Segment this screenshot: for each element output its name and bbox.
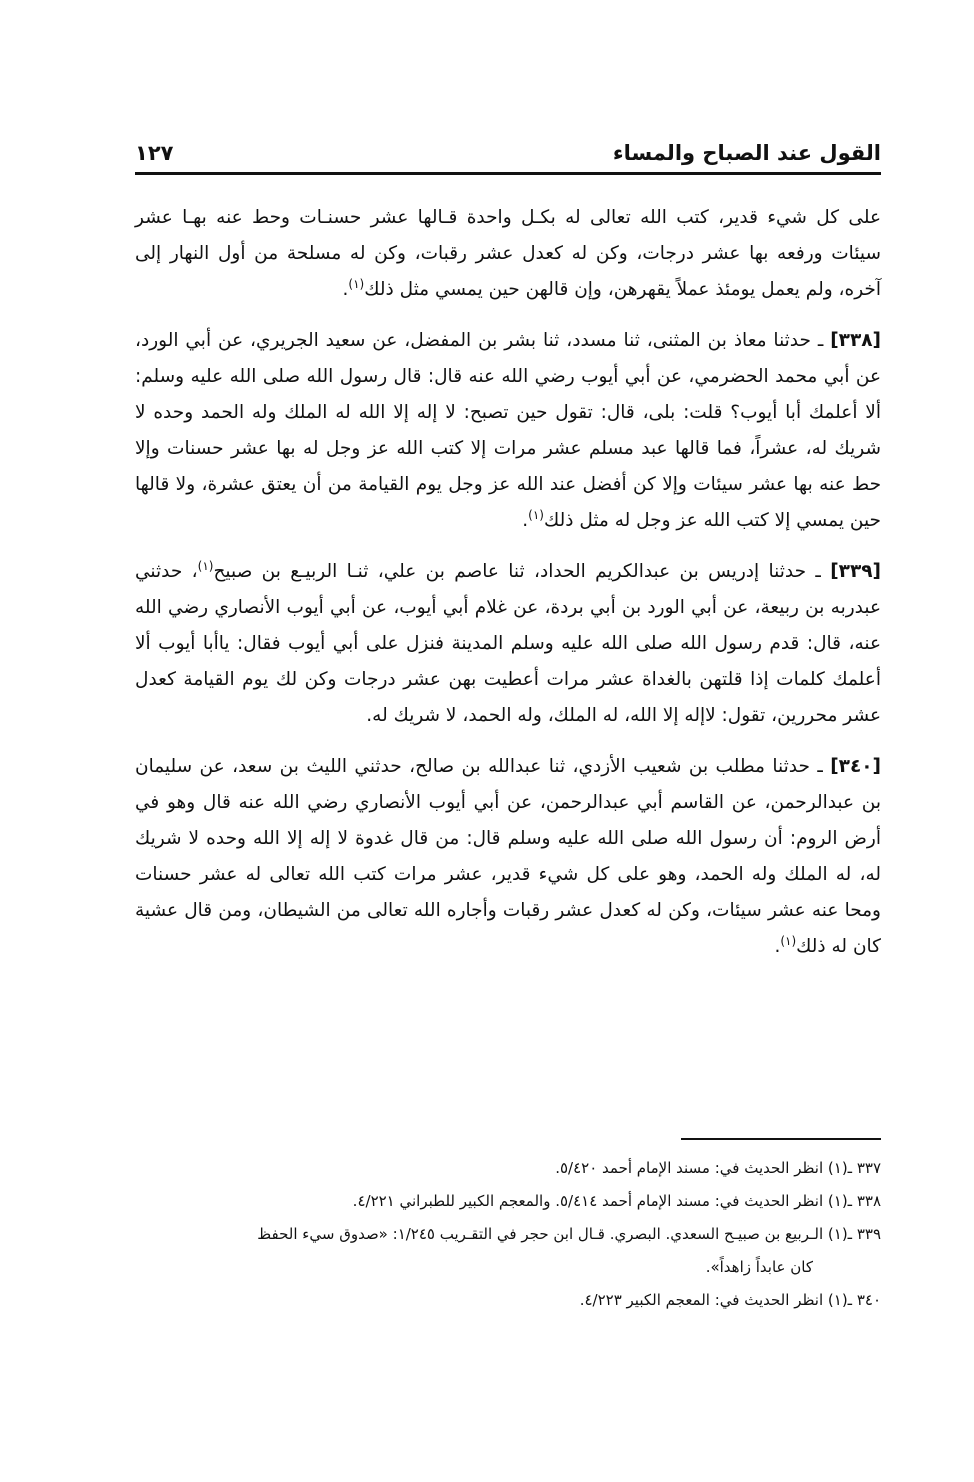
page-number: ١٢٧	[135, 141, 174, 165]
hadith-339	[135, 554, 881, 734]
footnote-339-continuation: كان عابداً زاهداً».	[705, 1258, 813, 1276]
footnote-339: ٣٣٩ ـ(١) الـربيع بن صبيـح السعدي. البصري. قـال ابن حجر في التقـريب ١/٢٤٥: «صدوق سيء الحفظ	[257, 1225, 881, 1243]
paragraph-ending: .	[342, 279, 349, 300]
hadith-338	[135, 323, 881, 539]
hadith-number: [٣٣٨]	[830, 330, 881, 351]
hadith-340	[135, 749, 881, 965]
footnote-reference: (١)	[348, 276, 365, 291]
hadith-number: [٣٤٠]	[830, 756, 881, 777]
footnote-337: ٣٣٧ ـ(١) انظر الحديث في: مسند الإمام أحمد ٥/٤٢٠.	[555, 1159, 881, 1177]
paragraph-text: على كل شيء قدير، كتب الله تعالى له بكـل واحدة قـالها عشر حسنـات وحط عنه بهـا عشر سيئات ورفعه بها عشر درجات، وكن له كعدل عشر رقبات، وكن له مسلحة من أول النهار إلى آخره، ولم يعمل يومئذ عملاً يقهرهن، وإن قالهن حين يمسي مثل ذلك	[135, 207, 881, 300]
chapter-title: القول عند الصباح والمساء	[612, 141, 881, 165]
footnotes	[135, 1152, 881, 1317]
footnote-reference: (١)	[528, 507, 544, 522]
main-text	[135, 200, 881, 980]
paragraph-text: ـ حدثنا مطلب بن شعيب الأزدي، ثنا عبدالله بن صالح، حدثني الليث بن سعد، عن سليمان بن عبدالرحمن، عن القاسم أبي عبدالرحمن، عن أبي أيوب الأنصاري رضي الله عنه قال وهو في أرض الروم: أن رسول الله صلى الله عليه وسلم قال: من قال غدوة لا إله إلا الله وحده لا شريك له، له الملك وله الحمد، وهو على كل شيء قدير، عشر مرات كتب الله تعالى له عشر حسنات ومحا عنه عشر سيئات، وكن له كعدل عشر رقبات وأجاره الله تعالى من الشيطان، ومن قال عشية كان له ذلك	[135, 756, 881, 957]
hadith-number: [٣٣٩]	[830, 561, 881, 582]
footnote-reference: (١)	[780, 933, 797, 948]
paragraph-ending: .	[522, 510, 529, 531]
footnote-338: ٣٣٨ ـ(١) انظر الحديث في: مسند الإمام أحمد ٥/٤١٤. والمعجم الكبير للطبراني ٤/٢٢١.	[352, 1192, 881, 1210]
paragraph-text: ـ حدثنا إدريس بن عبدالكريم الحداد، ثنا عاصم بن علي، ثنـا الربيـع بن صبيح	[213, 561, 831, 582]
paragraph-ending: .	[774, 936, 781, 957]
footnote-340: ٣٤٠ ـ(١) انظر الحديث في: المعجم الكبير ٤/٢٢٣.	[579, 1291, 881, 1309]
running-head	[135, 126, 881, 175]
paragraph-continuation	[135, 200, 881, 308]
footnote-reference: (١)	[197, 558, 214, 573]
paragraph-text: ـ حدثنا معاذ بن المثنى، ثنا مسدد، ثنا بشر بن المفضل، عن سعيد الجريري، عن أبي الورد، عن أبي محمد الحضرمي، عن أبي أيوب رضي الله عنه قال: قال رسول الله صلى الله عليه وسلم: ألا أعلمك أبا أيوب؟ قلت: بلى، قال: تقول حين تصبح: لا إله إلا الله له الملك وله الحمد وحده لا شريك له، عشراً، فما قالها عبد مسلم عشر مرات إلا كتب الله عز وجل له بها عشر حسنات وإلا حط عنه بها عشر سيئات وإلا كن أفضل عند الله عز وجل يوم القيامة من أن يعتق عشرة، ولا قالها حين يمسي إلا كتب الله عز وجل له مثل ذلك	[135, 330, 881, 531]
footnote-separator	[681, 1138, 881, 1140]
paragraph-ending: ، حدثني عبدربه بن ربيعة، عن أبي الورد بن أبي بردة، عن غلام أبي أيوب، عن أبي أيوب الأنصاري رضي الله عنه، قال: قدم رسول الله صلى الله عليه وسلم المدينة فنزل على أبي أيوب فقال: ياأبا أيوب ألا أعلمك كلمات إذا قلتهن بالغداة عشر مرات أعطيت بهن عشر درجات وكن لك يوم القيامة كعدل عشر محررين، تقول: لاإله إلا الله، له الملك، وله الحمد، لا شريك له.	[135, 561, 881, 726]
